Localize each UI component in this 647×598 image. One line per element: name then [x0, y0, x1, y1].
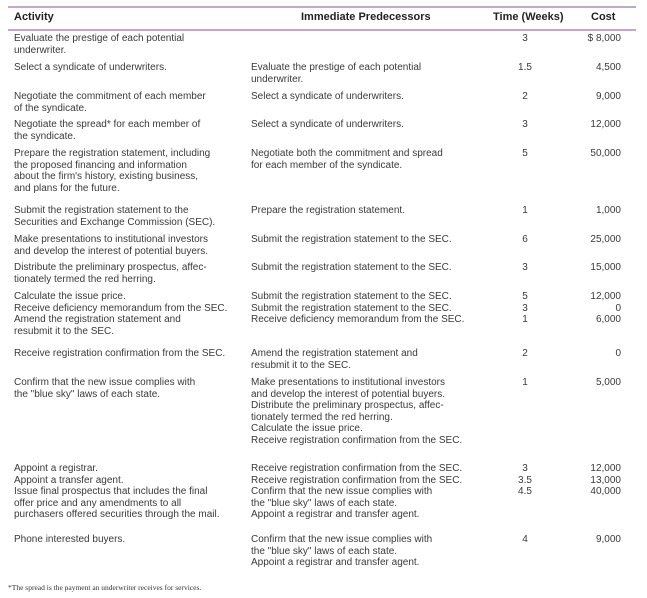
- activity-cell-line: Negotiate the commitment of each member: [14, 91, 206, 102]
- time-cell: 3: [522, 262, 528, 273]
- activity-cell-line: Submit the registration statement to the: [14, 205, 189, 216]
- time-cell: 3: [522, 302, 528, 314]
- predecessor-cell-line: Negotiate both the commitment and spread: [251, 148, 443, 159]
- header-bottom-rule: [8, 29, 636, 31]
- predecessor-cell-line: Submit the registration statement to the SEC.: [251, 234, 452, 245]
- predecessor-cell-line: Select a syndicate of underwriters.: [251, 91, 404, 102]
- predecessor-cell-line: Receive registration confirmation from the SEC.: [251, 474, 463, 486]
- activity-cell-line: Appoint a registrar.: [14, 463, 98, 474]
- predecessor-cell-line: Submit the registration statement to the SEC.: [251, 302, 452, 314]
- header-top-rule: [8, 6, 636, 8]
- activity-cell-line: tionately termed the red herring.: [14, 273, 156, 285]
- predecessor-cell-line: Amend the registration statement and: [251, 348, 418, 359]
- activity-cell-line: Appoint a transfer agent.: [14, 474, 124, 486]
- activity-cell-line: Calculate the issue price.: [14, 291, 126, 302]
- activity-cell-line: Evaluate the prestige of each potential: [14, 33, 185, 44]
- activity-cell-line: Prepare the registration statement, including: [14, 148, 211, 159]
- activity-cell-line: and develop the interest of potential buyers.: [14, 245, 209, 257]
- cost-cell: 13,000: [590, 474, 621, 486]
- activity-cell-line: Issue final prospectus that includes the final: [14, 486, 208, 498]
- predecessor-cell-line: Confirm that the new issue complies with: [251, 486, 433, 498]
- cost-cell: 12,000: [590, 463, 621, 474]
- activity-cell-line: Securities and Exchange Commission (SEC).: [14, 216, 216, 228]
- predecessor-cell-line: Receive registration confirmation from the SEC.: [251, 435, 463, 446]
- activity-cell-line: the syndicate.: [14, 130, 76, 142]
- activity-cell-line: underwriter.: [14, 44, 67, 56]
- cost-cell: $ 8,000: [587, 33, 621, 44]
- time-cell: 3: [522, 33, 528, 44]
- activity-cell-line: Distribute the preliminary prospectus, affec-: [14, 262, 207, 273]
- cost-cell: 5,000: [595, 377, 621, 388]
- header-predecessors: Immediate Predecessors: [301, 11, 431, 23]
- predecessor-cell-line: underwriter.: [251, 73, 304, 85]
- time-cell: 1: [522, 377, 528, 388]
- predecessor-cell-line: tionately termed the red herring.: [251, 411, 393, 423]
- cost-cell: 9,000: [595, 91, 621, 102]
- time-cell: 5: [522, 148, 528, 159]
- cost-cell: 12,000: [590, 291, 621, 302]
- activity-cell-line: offer price and any amendments to all: [14, 497, 182, 509]
- time-cell: 1.5: [518, 62, 532, 73]
- cost-cell: 40,000: [590, 486, 621, 498]
- header-cost: Cost: [591, 11, 616, 23]
- predecessor-cell-line: Confirm that the new issue complies with: [251, 534, 433, 545]
- activity-cell-line: of the syndicate.: [14, 102, 87, 114]
- cost-cell: 25,000: [590, 234, 621, 245]
- predecessor-cell-line: the "blue sky" laws of each state.: [251, 497, 398, 509]
- activity-cell-line: Phone interested buyers.: [14, 534, 126, 545]
- predecessor-cell-line: Appoint a registrar and transfer agent.: [251, 557, 420, 569]
- time-cell: 5: [522, 291, 528, 302]
- predecessor-cell-line: Make presentations to institutional investors: [251, 377, 445, 388]
- cost-cell: 15,000: [590, 262, 621, 273]
- cost-cell: 12,000: [590, 119, 621, 130]
- cost-cell: 4,500: [595, 62, 621, 73]
- cost-cell: 9,000: [595, 534, 621, 545]
- cost-cell: 50,000: [590, 148, 621, 159]
- predecessor-cell-line: Calculate the issue price.: [251, 423, 363, 435]
- cost-cell: 0: [615, 302, 621, 314]
- activity-cell-line: Receive deficiency memorandum from the SEC.: [14, 302, 228, 314]
- predecessor-cell-line: Select a syndicate of underwriters.: [251, 119, 404, 130]
- predecessor-cell-line: Evaluate the prestige of each potential: [251, 62, 422, 73]
- activity-cell-line: Negotiate the spread* for each member of: [14, 119, 201, 130]
- time-cell: 3: [522, 119, 528, 130]
- time-cell: 1: [522, 205, 528, 216]
- cost-cell: 6,000: [595, 314, 621, 326]
- time-cell: 1: [522, 314, 528, 326]
- predecessor-cell-line: for each member of the syndicate.: [251, 159, 403, 171]
- cost-cell: 1,000: [595, 205, 621, 216]
- activity-cell-line: Confirm that the new issue complies with: [14, 377, 196, 388]
- predecessor-cell-line: Prepare the registration statement.: [251, 205, 405, 216]
- predecessor-cell-line: Distribute the preliminary prospectus, affec-: [251, 400, 444, 412]
- predecessor-cell-line: Submit the registration statement to the SEC.: [251, 262, 452, 273]
- time-cell: 2: [522, 348, 528, 359]
- time-cell: 4: [522, 534, 528, 545]
- predecessor-cell-line: Receive deficiency memorandum from the SEC.: [251, 314, 465, 326]
- time-cell: 4.5: [518, 486, 532, 498]
- predecessor-cell-line: Submit the registration statement to the SEC.: [251, 291, 452, 302]
- predecessor-cell-line: Receive registration confirmation from the SEC.: [251, 463, 463, 474]
- activity-cell-line: Make presentations to institutional investors: [14, 234, 208, 245]
- time-cell: 3.5: [518, 474, 532, 486]
- time-cell: 3: [522, 463, 528, 474]
- predecessor-cell-line: and develop the interest of potential buyers.: [251, 388, 446, 400]
- time-cell: 6: [522, 234, 528, 245]
- activity-cell-line: Receive registration confirmation from the SEC.: [14, 348, 226, 359]
- activity-cell-line: the proposed financing and information: [14, 159, 187, 171]
- activity-cell-line: about the firm's history, existing business,: [14, 171, 199, 183]
- footnote: *The spread is the payment an underwriter receives for services.: [8, 583, 202, 592]
- activity-cell-line: purchasers offered securities through the mail.: [14, 509, 220, 521]
- activity-cell-line: resubmit it to the SEC.: [14, 325, 115, 337]
- activity-cell-line: the "blue sky" laws of each state.: [14, 388, 161, 400]
- activity-cell-line: and plans for the future.: [14, 182, 120, 194]
- predecessor-cell-line: Appoint a registrar and transfer agent.: [251, 509, 420, 521]
- header-activity: Activity: [14, 11, 54, 23]
- predecessor-cell-line: resubmit it to the SEC.: [251, 359, 352, 371]
- activity-cell-line: Select a syndicate of underwriters.: [14, 62, 167, 73]
- header-time: Time (Weeks): [493, 11, 564, 23]
- activity-cell-line: Amend the registration statement and: [14, 314, 181, 326]
- time-cell: 2: [522, 91, 528, 102]
- predecessor-cell-line: the "blue sky" laws of each state.: [251, 545, 398, 557]
- cost-cell: 0: [615, 348, 621, 359]
